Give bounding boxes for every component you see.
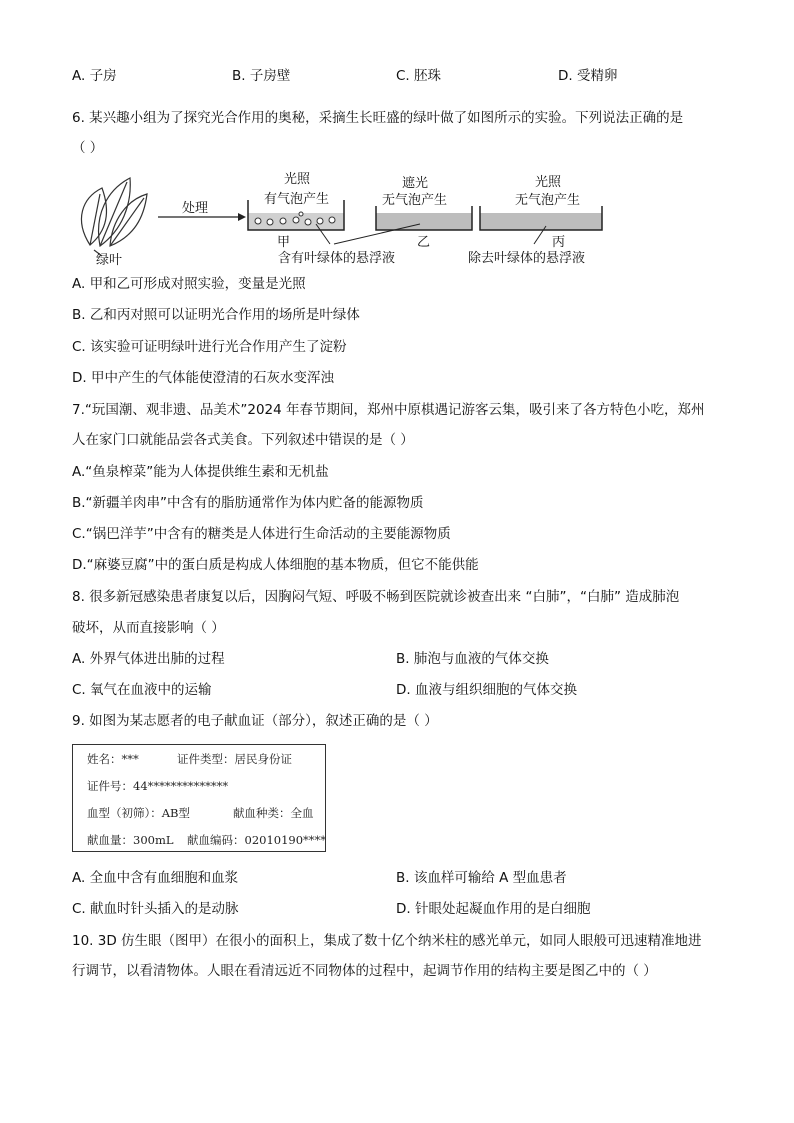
q6-stem: 6. 某兴趣小组为了探究光合作用的奥秘，采摘生长旺盛的绿叶做了如图所示的实验。下列说法正确的是 [72, 110, 684, 126]
q9-stem: 9. 如图为某志愿者的电子献血证（部分），叙述正确的是（ ） [72, 713, 438, 729]
q8-option-c: C. 氧气在血液中的运输 [72, 682, 212, 698]
jia-name-label: 甲 [277, 235, 291, 250]
q5-option-d: D. 受精卵 [558, 68, 618, 84]
q6-experiment-figure [72, 170, 632, 270]
q9-option-c: C. 献血时针头插入的是动脉 [72, 901, 239, 917]
leaf-label: 绿叶 [96, 253, 123, 268]
q6-option-a: A. 甲和乙可形成对照实验，变量是光照 [72, 276, 306, 292]
q9-option-a: A. 全血中含有血细胞和血浆 [72, 870, 239, 886]
q7-option-c: C.“锅巴洋芋”中含有的糖类是人体进行生命活动的主要能源物质 [72, 526, 451, 542]
card-donation-type: 献血种类：全血 [233, 806, 314, 820]
card-name: 姓名：*** [87, 752, 139, 766]
q7-stem-cont: 人在家门口就能品尝各式美食。下列叙述中错误的是（ ） [72, 432, 414, 448]
q9-option-d: D. 针眼处起凝血作用的是白细胞 [396, 901, 591, 917]
yi-light-label: 遮光 [402, 176, 429, 191]
q7-stem: 7.“玩国潮、观非遗、品美术”2024 年春节期间，郑州中原棋遇记游客云集，吸引来了各方特色小吃，郑州 [72, 402, 705, 418]
card-code: 献血编码：02010190**** [187, 833, 327, 847]
q5-option-c: C. 胚珠 [396, 68, 442, 84]
q6-option-b: B. 乙和丙对照可以证明光合作用的场所是叶绿体 [72, 307, 360, 323]
card-id-type: 证件类型：居民身份证 [177, 752, 292, 766]
arrow-label: 处理 [182, 201, 209, 216]
q6-option-d: D. 甲中产生的气体能使澄清的石灰水变浑浊 [72, 370, 334, 386]
q6-option-c: C. 该实验可证明绿叶进行光合作用产生了淀粉 [72, 339, 347, 355]
tube-yi [376, 206, 472, 230]
q6-stem-bracket: （ ） [72, 140, 104, 156]
q8-option-b: B. 肺泡与血液的气体交换 [396, 651, 549, 667]
q8-option-a: A. 外界气体进出肺的过程 [72, 651, 225, 667]
bing-light-label: 光照 [535, 175, 562, 190]
suspension-with-label: 含有叶绿体的悬浮液 [278, 251, 396, 266]
q7-option-d: D.“麻婆豆腐”中的蛋白质是构成人体细胞的基本物质，但它不能供能 [72, 557, 479, 573]
q8-stem: 8. 很多新冠感染患者康复以后，因胸闷气短、呼吸不畅到医院就诊被查出来 “白肺”，“白肺” 造成肺泡 [72, 589, 680, 605]
yi-name-label: 乙 [417, 235, 431, 250]
q8-stem-cont: 破坏，从而直接影响（ ） [72, 620, 225, 636]
bing-name-label: 丙 [552, 235, 566, 250]
suspension-without-label: 除去叶绿体的悬浮液 [468, 251, 586, 266]
leaf-illustration [81, 178, 147, 256]
q10-stem-cont: 行调节，以看清物体。人眼在看清远近不同物体的过程中，起调节作用的结构主要是图乙中的（ ） [72, 963, 657, 979]
yi-result-label: 无气泡产生 [382, 193, 448, 208]
q9-option-b: B. 该血样可输给 A 型血患者 [396, 870, 567, 886]
jia-result-label: 有气泡产生 [264, 192, 330, 207]
bing-result-label: 无气泡产生 [515, 193, 581, 208]
q5-option-b: B. 子房壁 [232, 68, 291, 84]
tube-bing [480, 206, 602, 230]
q10-stem: 10. 3D 仿生眼（图甲）在很小的面积上，集成了数十亿个纳米柱的感光单元，如同人眼般可迅速精准地进 [72, 933, 702, 949]
q7-option-a: A.“鱼泉榨菜”能为人体提供维生素和无机盐 [72, 464, 329, 480]
card-volume: 献血量：300mL [87, 833, 174, 847]
blood-donation-card [72, 744, 326, 852]
card-blood-type: 血型（初筛）：AB型 [87, 806, 191, 820]
card-id-number: 证件号：44************** [87, 779, 229, 793]
q7-option-b: B.“新疆羊肉串”中含有的脂肪通常作为体内贮备的能源物质 [72, 495, 424, 511]
q5-option-a: A. 子房 [72, 68, 117, 84]
q6-experiment-diagram [72, 170, 632, 270]
q8-option-d: D. 血液与组织细胞的气体交换 [396, 682, 577, 698]
jia-light-label: 光照 [284, 172, 311, 187]
